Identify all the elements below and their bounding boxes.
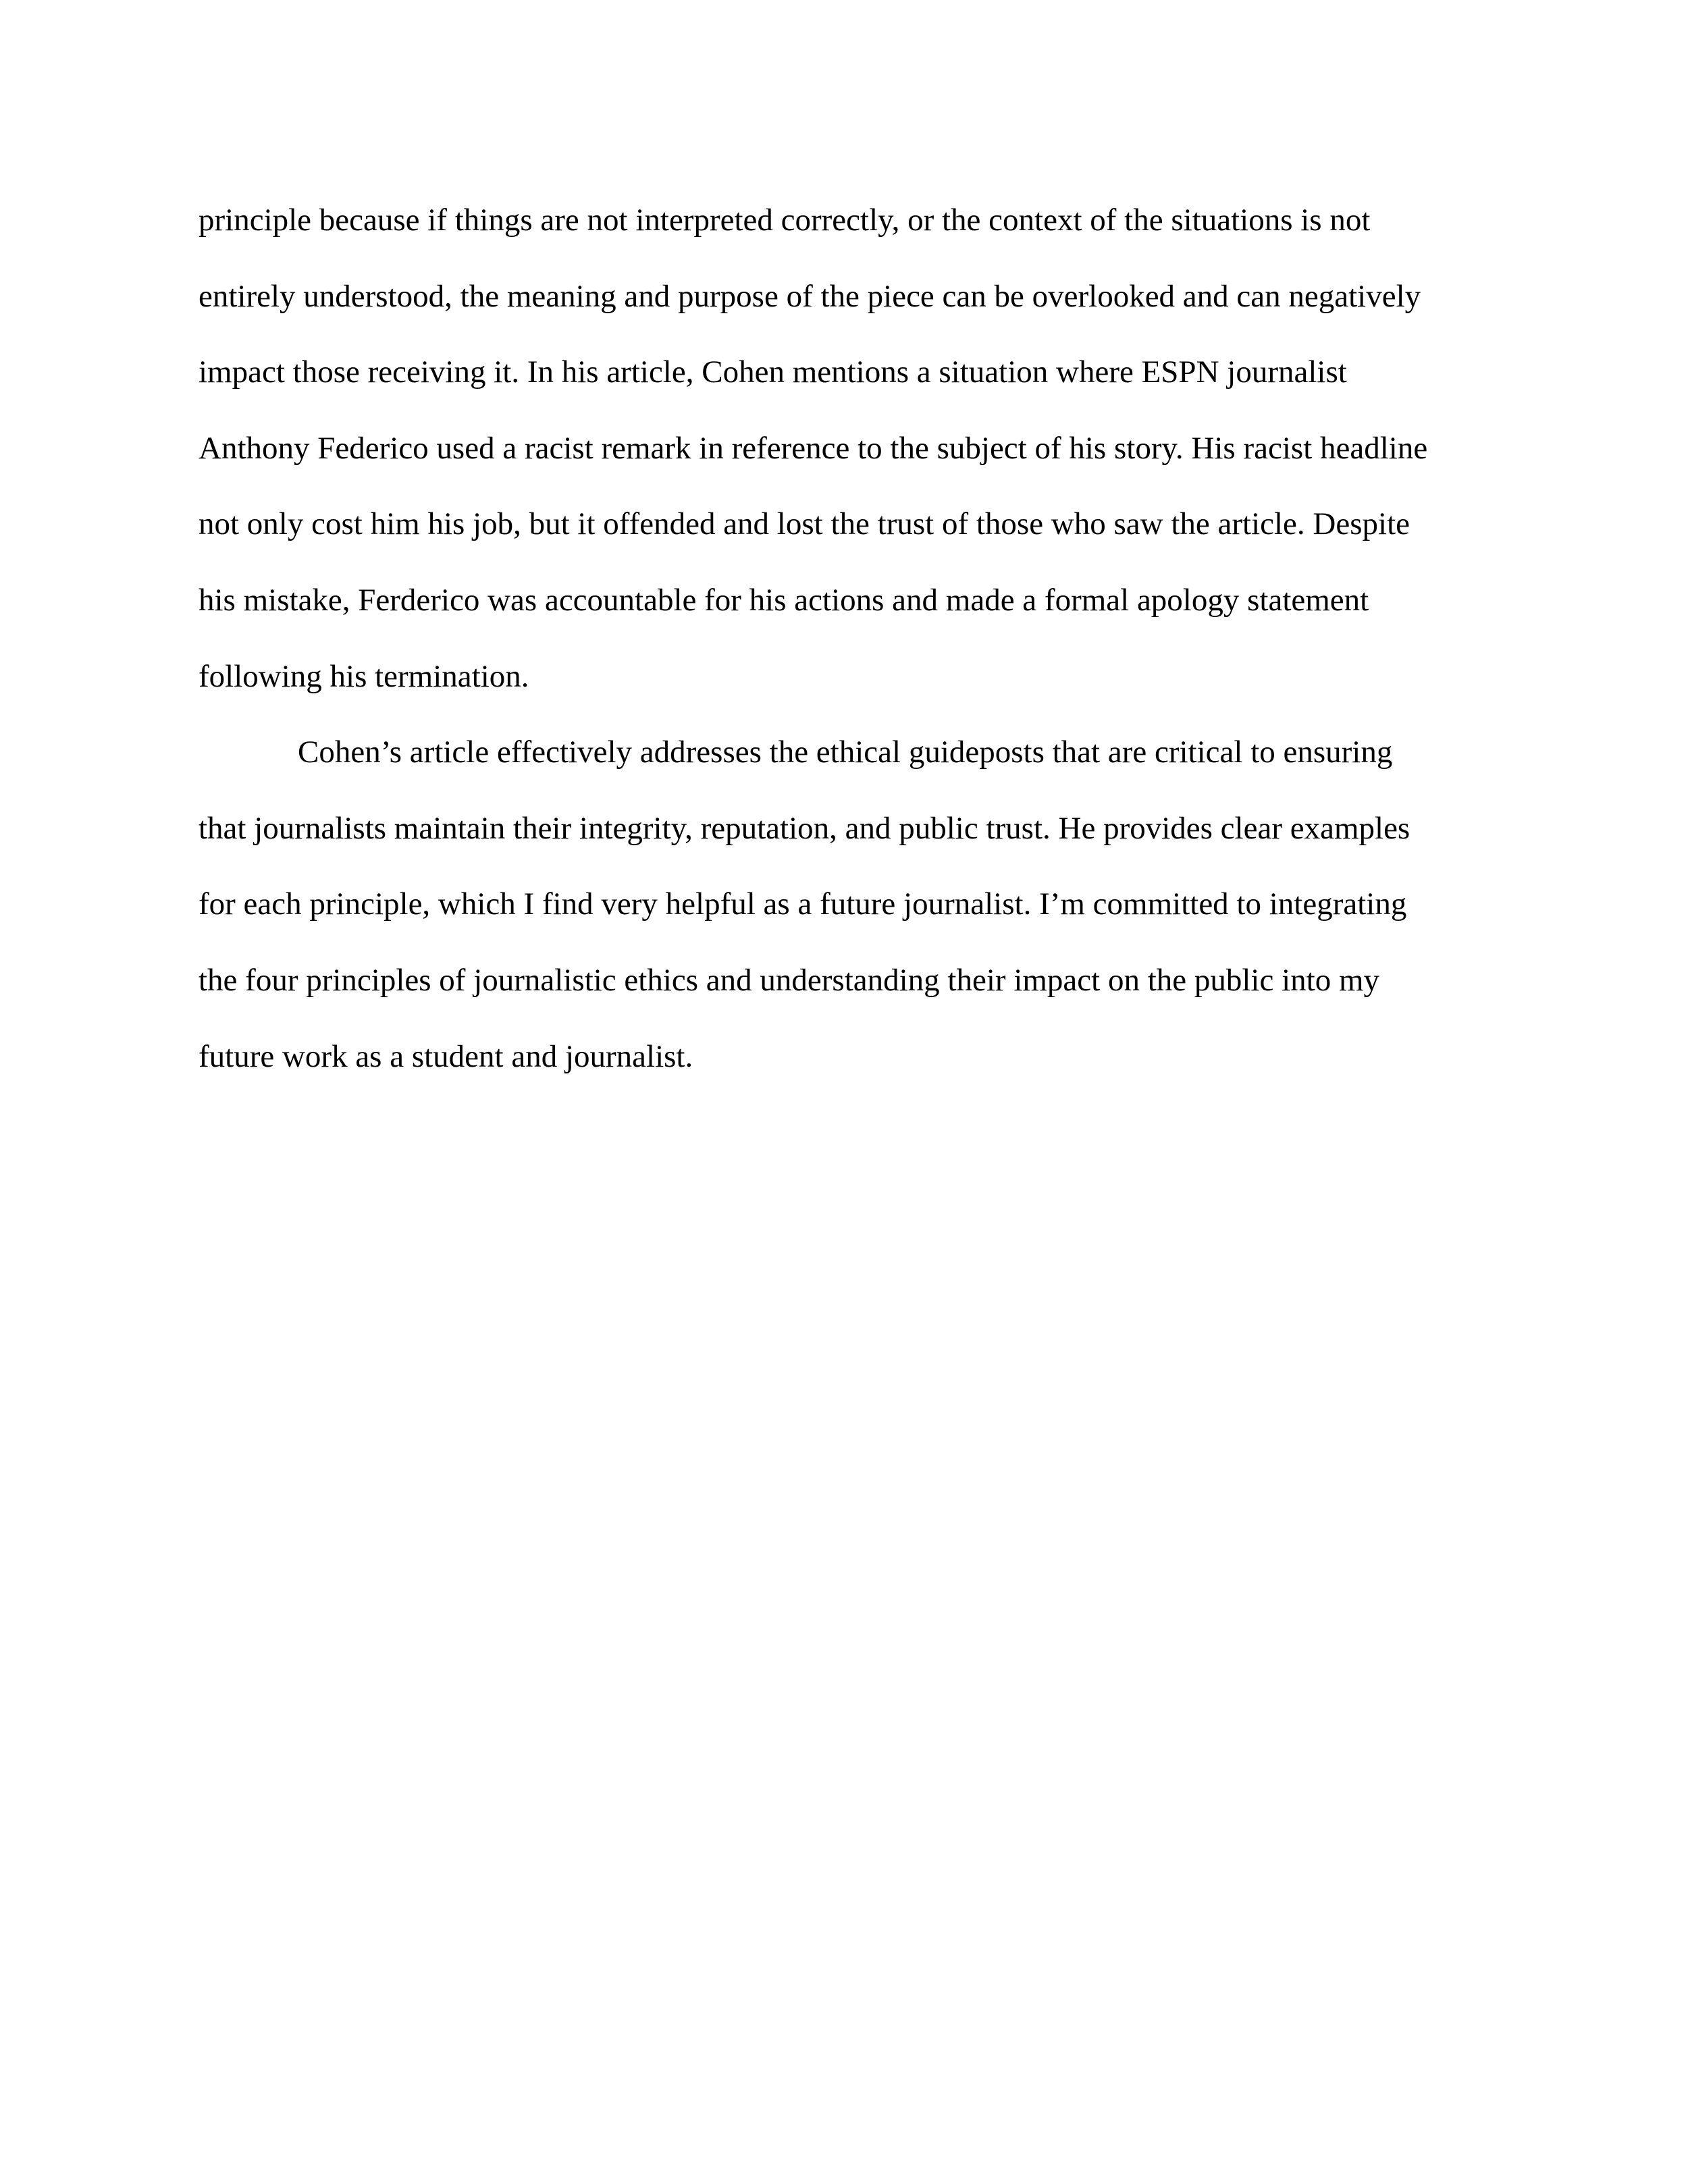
paragraph-1-line-6: his mistake, Ferderico was accountable for his actions and made a formal apology statement — [199, 582, 1369, 618]
paragraph-1-line-3: impact those receiving it. In his article, Cohen mentions a situation where ESPN journalist — [199, 354, 1347, 390]
paragraph-2-line-3: for each principle, which I find very helpful as a future journalist. I’m committed to integrating — [199, 886, 1407, 922]
paragraph-2-line-4: the four principles of journalistic ethics and understanding their impact on the public into my — [199, 962, 1380, 998]
paragraph-1-line-2: entirely understood, the meaning and purpose of the piece can be overlooked and can negatively — [199, 278, 1421, 314]
paragraph-2-line-5: future work as a student and journalist. — [199, 1038, 693, 1074]
paragraph-1-line-5: not only cost him his job, but it offended and lost the trust of those who saw the article. Despite — [199, 506, 1410, 542]
body-text — [199, 182, 1508, 1094]
paragraph-2-line-2: that journalists maintain their integrity, reputation, and public trust. He provides clear examples — [199, 810, 1410, 846]
paragraph-1-line-1: principle because if things are not interpreted correctly, or the context of the situations is not — [199, 203, 1371, 238]
paragraph-2-line-1: Cohen’s article effectively addresses the ethical guideposts that are critical to ensuring — [298, 735, 1393, 770]
paragraph-1-line-4: Anthony Federico used a racist remark in reference to the subject of his story. His racist headline — [199, 430, 1428, 466]
paragraph-1-line-7: following his termination. — [199, 658, 529, 694]
